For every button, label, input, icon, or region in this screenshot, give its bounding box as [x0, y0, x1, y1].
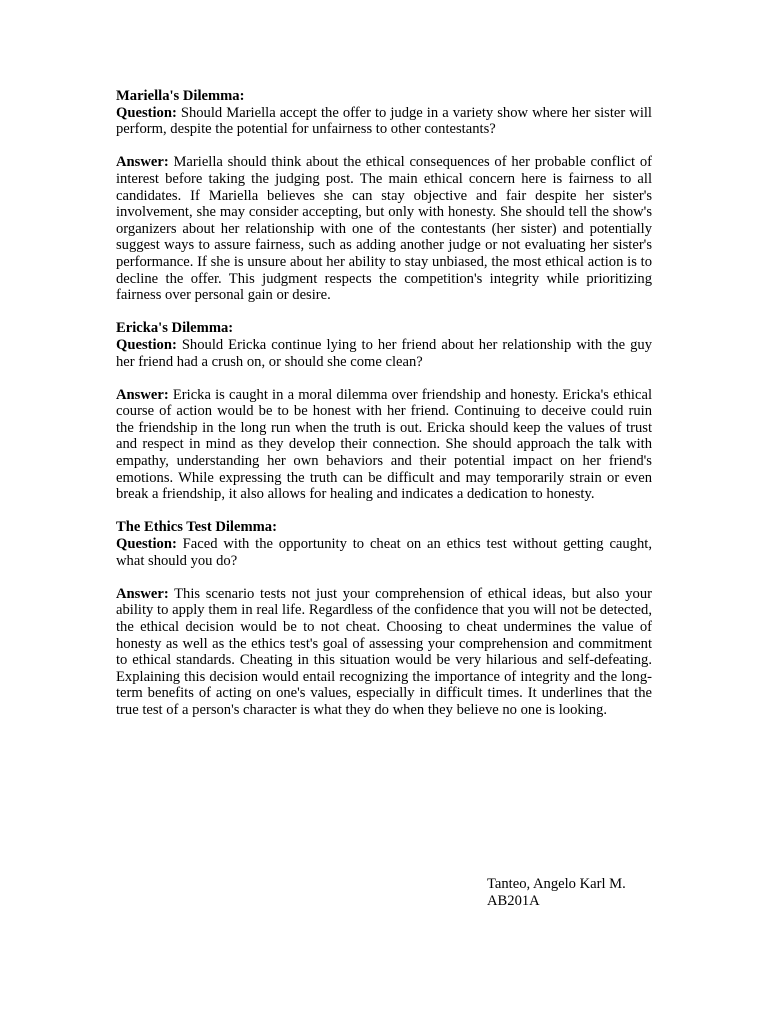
answer-paragraph: [116, 387, 652, 503]
dilemma-heading: The Ethics Test Dilemma:: [116, 519, 277, 536]
question-paragraph: [116, 536, 652, 569]
question-label: Question:: [116, 104, 177, 121]
answer-text: Mariella should think about the ethical consequences of her probable conflict of interest before taking the judging post. The main ethical concern here is fairness to all candidates. If Mariella believes she can stay objective and fair despite her sister's involvement, she may consider accepting, but only with honesty. She should tell the show's organizers about her relationship with one of the contestants (her sister) and potentially suggest ways to assure fairness, such as adding another judge or not evaluating her sister's performance. If she is unsure about her ability to stay unbiased, the most ethical action is to decline the offer. This judgment respects the competition's integrity while prioritizing fairness over personal gain or desire.: [116, 154, 652, 304]
answer-label: Answer:: [116, 154, 169, 171]
dilemma-section-mariella: [116, 88, 652, 304]
question-paragraph: [116, 337, 652, 370]
document-body: [116, 88, 652, 735]
answer-paragraph: [116, 154, 652, 303]
question-text: Should Mariella accept the offer to judge in a variety show where her sister will perform, despite the potential for unfairness to other contestants?: [116, 104, 652, 138]
question-label: Question:: [116, 336, 177, 353]
answer-paragraph: [116, 586, 652, 719]
answer-label: Answer:: [116, 585, 169, 602]
author-section: AB201A: [487, 892, 540, 909]
dilemma-section-ericka: [116, 320, 652, 503]
question-paragraph: [116, 105, 652, 138]
question-label: Question:: [116, 536, 177, 553]
answer-text: This scenario tests not just your comprehension of ethical ideas, but also your ability to apply them in real life. Regardless of the confidence that you will not be detected, the ethical decision would be to not cheat. Choosing to cheat undermines the value of honesty as well as the ethics test's goal of assessing your comprehension and commitment to ethical standards. Cheating in this situation would be very hilarious and self-defeating. Explaining this decision would entail recognizing the importance of integrity and the long-term benefits of acting on one's values, especially in difficult times. It underlines that the true test of a person's character is what they do when they believe no one is looking.: [116, 585, 652, 718]
question-text: Should Ericka continue lying to her friend about her relationship with the guy her friend had a crush on, or should she come clean?: [116, 336, 652, 370]
author-name: Tanteo, Angelo Karl M.: [487, 876, 626, 892]
dilemma-heading: Mariella's Dilemma:: [116, 88, 245, 104]
question-text: Faced with the opportunity to cheat on an ethics test without getting caught, what should you do?: [116, 536, 652, 569]
dilemma-section-ethics-test: [116, 519, 652, 718]
dilemma-heading: Ericka's Dilemma:: [116, 320, 234, 337]
answer-label: Answer:: [116, 386, 169, 403]
answer-text: Ericka is caught in a moral dilemma over friendship and honesty. Ericka's ethical course of action would be to be honest with her friend. Continuing to deceive could ruin the friendship in the long run when the truth is out. Ericka should keep the values of trust and respect in mind as they develop their connection. She should approach the talk with empathy, understanding her own behaviors and their potential impact on her friend's emotions. While expressing the truth can be difficult and may temporarily strain or even break a friendship, it also allows for healing and indicates a dedication to honesty.: [116, 386, 652, 503]
signature-block: [487, 876, 626, 909]
